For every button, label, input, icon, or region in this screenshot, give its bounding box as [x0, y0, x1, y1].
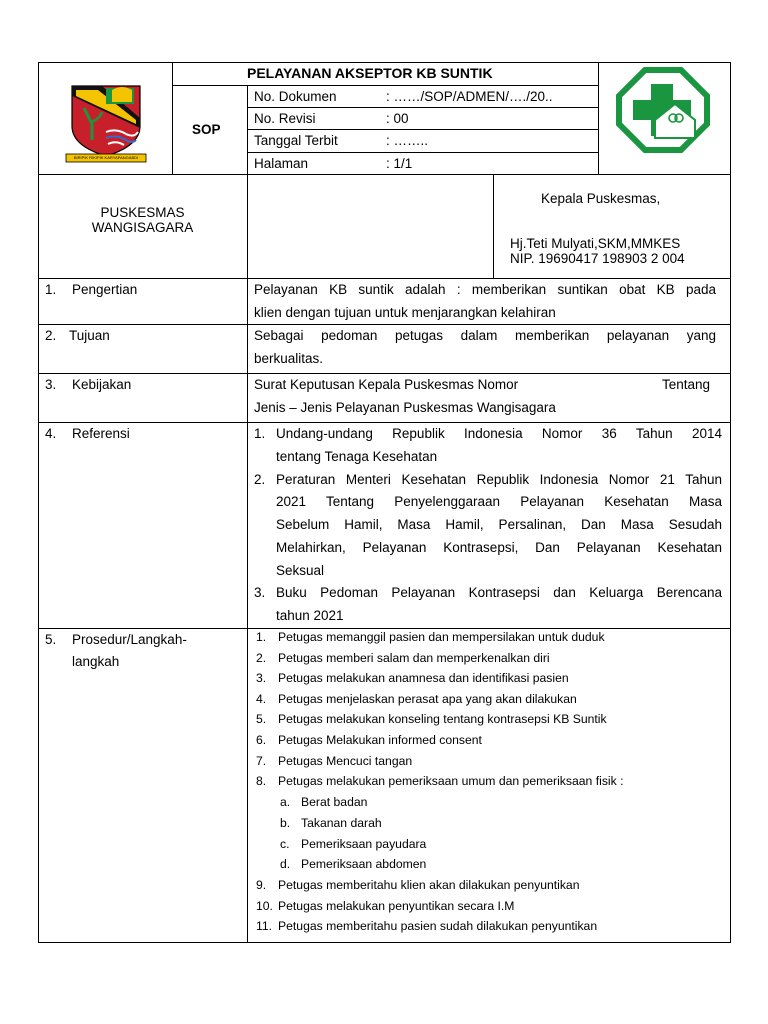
header-divider	[172, 62, 173, 174]
field-label: Halaman	[254, 156, 309, 171]
step-number: 10.	[256, 899, 273, 913]
field-value: : 1/1	[386, 156, 413, 171]
section-number: 2.	[45, 328, 57, 343]
section-label: Prosedur/Langkah-	[72, 632, 187, 647]
puskesmas-logo	[615, 66, 711, 154]
column-divider	[247, 174, 248, 943]
reference-number: 2.	[254, 472, 266, 487]
reference-text: 2021 Tentang Penyelenggaraan Pelayanan Kesehatan Masa	[276, 494, 722, 509]
header-divider	[247, 129, 598, 130]
row-divider	[38, 174, 731, 175]
field-label: No. Dokumen	[254, 89, 337, 104]
step-number: 2.	[256, 651, 267, 665]
reference-text: tahun 2021	[276, 608, 344, 623]
reference-text: Undang-undang Republik Indonesia Nomor 36 Tahun 2014	[276, 426, 722, 441]
reference-text: Seksual	[276, 563, 325, 578]
section-label: Kebijakan	[72, 377, 132, 392]
row-divider	[38, 278, 731, 279]
row-divider	[38, 324, 731, 325]
step-number: 3.	[256, 671, 267, 685]
section-text: Tentang	[662, 377, 711, 392]
step-text: Petugas memberitahu pasien sudah dilakukan penyuntikan	[278, 919, 598, 933]
step-number: 1.	[256, 630, 267, 644]
reference-number: 1.	[254, 426, 266, 441]
step-text: Petugas Mencuci tangan	[278, 754, 413, 768]
step-text: Petugas Melakukan informed consent	[278, 733, 482, 747]
health-cross-icon	[615, 66, 711, 154]
section-text: berkualitas.	[254, 351, 324, 366]
document-title: PELAYANAN AKSEPTOR KB SUNTIK	[247, 65, 493, 81]
substep-letter: c.	[280, 837, 290, 851]
substep-text: Pemeriksaan payudara	[301, 837, 427, 851]
step-text: Petugas melakukan anamnesa dan identifikasi pasien	[278, 671, 569, 685]
section-number: 1.	[45, 282, 57, 297]
reference-number: 3.	[254, 585, 266, 600]
step-text: Petugas melakukan konseling tentang kontrasepsi KB Suntik	[278, 712, 607, 726]
substep-letter: b.	[280, 816, 291, 830]
section-number: 4.	[45, 426, 57, 441]
signature-name: Hj.Teti Mulyati,SKM,MMKES	[510, 236, 681, 251]
field-value: : ……..	[386, 133, 429, 148]
field-label: Tanggal Terbit	[254, 133, 338, 148]
step-number: 7.	[256, 754, 267, 768]
step-number: 9.	[256, 878, 267, 892]
section-number: 3.	[45, 377, 57, 392]
step-number: 11.	[256, 919, 273, 933]
step-number: 6.	[256, 733, 267, 747]
step-text: Petugas memberitahu klien akan dilakukan penyuntikan	[278, 878, 580, 892]
row-divider	[38, 422, 731, 423]
reference-text: Buku Pedoman Pelayanan Kontrasepsi dan Keluarga Berencana	[276, 585, 722, 600]
section-label: langkah	[72, 654, 120, 669]
substep-text: Pemeriksaan abdomen	[301, 857, 427, 871]
reference-text: Melahirkan, Pelayanan Kontrasepsi, Dan Pelayanan Kesehatan	[276, 540, 722, 555]
section-label: Pengertian	[72, 282, 138, 297]
step-text: Petugas memberi salam dan memperkenalkan diri	[278, 651, 550, 665]
header-divider	[247, 152, 598, 153]
row-divider	[38, 373, 731, 374]
step-number: 4.	[256, 692, 267, 706]
step-number: 8.	[256, 774, 267, 788]
section-text: Pelayanan KB suntik adalah : memberikan suntikan obat KB pada	[254, 282, 716, 297]
signature-title: Kepala Puskesmas,	[541, 191, 661, 206]
step-number: 5.	[256, 712, 267, 726]
regency-crest-logo	[62, 82, 150, 166]
field-value: : 00	[386, 111, 409, 126]
step-text: Petugas melakukan penyuntikan secara I.M	[278, 899, 515, 913]
reference-text: tentang Tenaga Kesehatan	[276, 449, 438, 464]
crest-caption: BIRIPIK RIKIPIK KARYAPANGABDI	[73, 155, 139, 160]
field-label: No. Revisi	[254, 111, 316, 126]
step-text: Petugas memanggil pasien dan mempersilakan untuk duduk	[278, 630, 605, 644]
reference-text: Peraturan Menteri Kesehatan Republik Indonesia Nomor 21 Tahun	[276, 472, 722, 487]
org-name: WANGISAGARA	[91, 220, 194, 235]
section-number: 5.	[45, 632, 57, 647]
header-divider	[598, 62, 599, 174]
section-text: Surat Keputusan Kepala Puskesmas Nomor	[254, 377, 519, 392]
reference-text: Sebelum Hamil, Masa Hamil, Persalinan, Dan Masa Sesudah	[276, 517, 722, 532]
substep-letter: d.	[280, 857, 291, 871]
section-text: Jenis – Jenis Pelayanan Puskesmas Wangisagara	[254, 400, 556, 415]
org-name: PUSKESMAS	[100, 205, 185, 220]
substep-letter: a.	[280, 795, 291, 809]
section-label: Tujuan	[69, 328, 110, 343]
section-text: klien dengan tujuan untuk menjarangkan kelahiran	[254, 305, 556, 320]
header-divider	[172, 85, 598, 86]
header-divider	[247, 107, 598, 108]
substep-text: Berat badan	[301, 795, 368, 809]
step-text: Petugas menjelaskan perasat apa yang akan dilakukan	[278, 692, 577, 706]
substep-text: Takanan darah	[301, 816, 382, 830]
section-text: Sebagai pedoman petugas dalam memberikan pelayanan yang	[254, 328, 716, 343]
section-label: Referensi	[72, 426, 130, 441]
step-text: Petugas melakukan pemeriksaan umum dan pemeriksaan fisik :	[278, 774, 624, 788]
signature-nip: NIP. 19690417 198903 2 004	[510, 251, 685, 266]
sop-label: SOP	[192, 122, 221, 137]
signature-divider	[493, 174, 494, 278]
field-value: : ……/SOP/ADMEN/…./20..	[386, 89, 553, 104]
